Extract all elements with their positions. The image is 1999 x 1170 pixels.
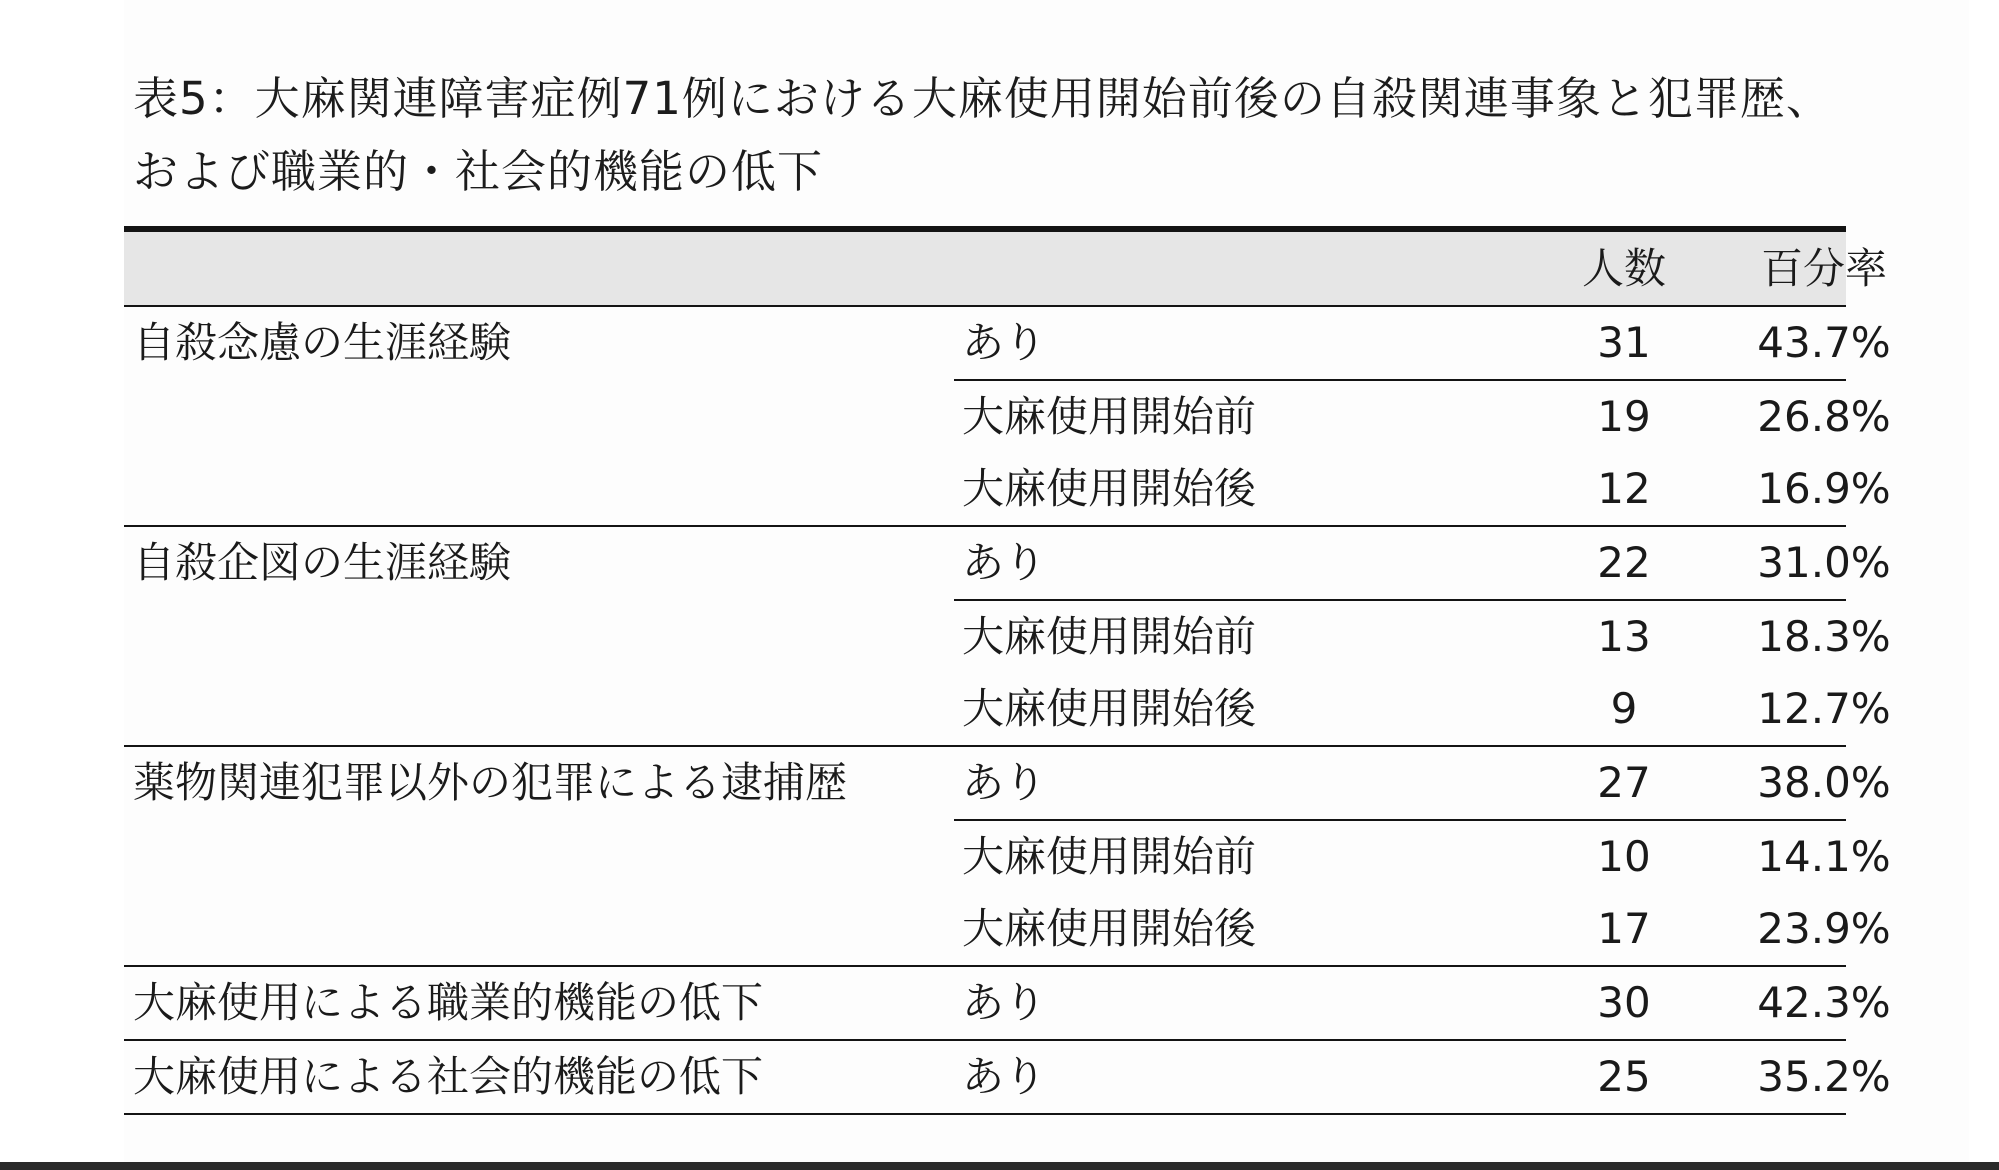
count-cell: 12 [1597,464,1651,513]
table-header [124,226,1887,307]
table-row [954,673,1891,745]
row-label: 大麻使用開始前 [962,392,1257,441]
table-group [124,527,1891,747]
percent-cell: 16.9% [1757,464,1891,513]
table-row [124,527,1891,599]
table-row [954,453,1891,525]
table-row [124,967,1891,1039]
percent-cell: 35.2% [1757,1052,1891,1101]
percent-cell: 12.7% [1757,684,1891,733]
table-row [124,307,1891,379]
table-row [124,747,1891,819]
row-label: 大麻使用開始前 [962,832,1257,881]
category-label: 大麻使用による社会的機能の低下 [133,1052,764,1101]
header-count: 人数 [1581,244,1666,293]
count-cell: 30 [1597,978,1651,1027]
row-label: あり [962,758,1047,807]
percent-cell: 23.9% [1757,904,1891,953]
row-label: あり [962,318,1047,367]
count-cell: 27 [1597,758,1651,807]
data-table [124,226,1891,1115]
row-label: あり [962,1052,1047,1101]
row-label: あり [962,538,1047,587]
table-row [954,819,1891,893]
count-cell: 22 [1597,538,1651,587]
percent-cell: 38.0% [1757,758,1891,807]
count-cell: 10 [1597,832,1651,881]
count-cell: 19 [1597,392,1651,441]
table-row [954,379,1891,453]
table-title: 表5：大麻関連障害症例71例における大麻使用開始前後の自殺関連事象と犯罪歴、および職業的・社会的機能の低下 [133,72,1832,198]
table-row [124,1041,1891,1113]
count-cell: 17 [1597,904,1651,953]
row-label: 大麻使用開始後 [962,684,1257,733]
percent-cell: 42.3% [1757,978,1891,1027]
category-label: 大麻使用による職業的機能の低下 [133,978,764,1027]
percent-cell: 43.7% [1757,318,1891,367]
row-label: あり [962,978,1047,1027]
percent-cell: 26.8% [1757,392,1891,441]
header-percent: 百分率 [1760,244,1887,293]
bottom-border [0,1162,1999,1170]
table-group [124,1041,1891,1115]
category-label: 自殺念慮の生涯経験 [133,318,512,367]
count-cell: 13 [1597,612,1651,661]
row-label: 大麻使用開始後 [962,464,1257,513]
category-label: 自殺企図の生涯経験 [133,538,512,587]
table-group [124,967,1891,1041]
table-row [954,599,1891,673]
table-row [954,893,1891,965]
percent-cell: 18.3% [1757,612,1891,661]
category-label: 薬物関連犯罪以外の犯罪による逮捕歴 [133,758,848,807]
count-cell: 31 [1597,318,1651,367]
percent-cell: 31.0% [1757,538,1891,587]
count-cell: 9 [1610,684,1638,733]
count-cell: 25 [1597,1052,1651,1101]
row-label: 大麻使用開始前 [962,612,1257,661]
table-group [124,747,1891,967]
table-group [124,307,1891,527]
percent-cell: 14.1% [1757,832,1891,881]
row-label: 大麻使用開始後 [962,904,1257,953]
